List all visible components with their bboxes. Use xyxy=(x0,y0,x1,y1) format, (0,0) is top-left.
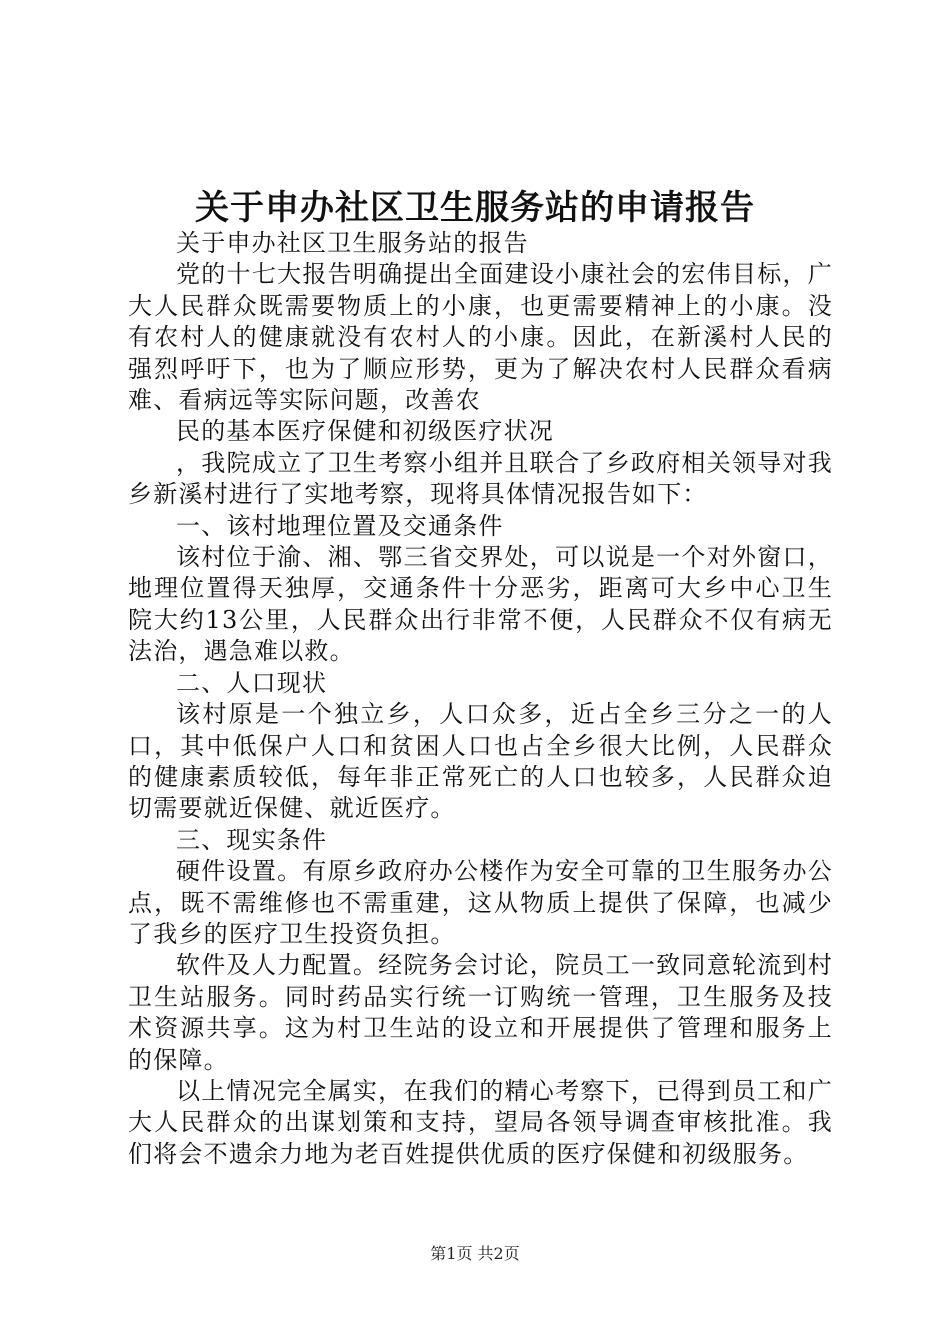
section-heading: 一、该村地理位置及交通条件 xyxy=(176,511,504,540)
paragraph: 以上情况完全属实，在我们的精心考察下，已得到员工和广大人民群众的出谋划策和支持，望局各领导调查审核批准。我们将会不遗余力地为老百姓提供优质的医疗保健和初级服务。 xyxy=(128,1076,833,1168)
paragraph: 硬件设置。有原乡政府办公楼作为安全可靠的卫生服务办公点，既不需维修也不需重建，这从物质上提供了保障，也减少了我乡的医疗卫生投资负担。 xyxy=(128,857,833,948)
document-title: 关于申办社区卫生服务站的申请报告 xyxy=(195,188,755,228)
paragraph: 民的基本医疗保健和初级医疗状况 xyxy=(176,417,554,446)
paragraph: 该村原是一个独立乡，人口众多，近占全乡三分之一的人口，其中低保户人口和贫困人口也占全乡很大比例，人民群众的健康素质较低，每年非正常死亡的人口也较多，人民群众迫切需要就近保健、就近医疗。 xyxy=(128,700,833,823)
page-number-footer: 第1页 共2页 xyxy=(430,1244,520,1263)
document-body xyxy=(128,228,833,1170)
paragraph: 党的十七大报告明确提出全面建设小康社会的宏伟目标，广大人民群众既需要物质上的小康，也更需要精神上的小康。没有农村人的健康就没有农村人的小康。因此，在新溪村人民的强烈呼吁下，也为了顺应形势，更为了解决农村人民群众看病难、看病远等实际问题，改善农 xyxy=(128,260,833,415)
paragraph: 软件及人力配置。经院务会讨论，院员工一致同意轮流到村卫生站服务。同时药品实行统一订购统一管理，卫生服务及技术资源共享。这为村卫生站的设立和开展提供了管理和服务上的保障。 xyxy=(128,951,833,1074)
paragraph: ，我院成立了卫生考察小组并且联合了乡政府相关领导对我乡新溪村进行了实地考察，现将具体情况报告如下： xyxy=(128,448,833,509)
section-heading: 三、现实条件 xyxy=(176,825,328,854)
report-subtitle: 关于申办社区卫生服务站的报告 xyxy=(176,229,529,257)
section-heading: 二、人口现状 xyxy=(176,668,328,697)
paragraph: 该村位于渝、湘、鄂三省交界处，可以说是一个对外窗口，地理位置得天独厚，交通条件十分恶劣，距离可大乡中心卫生院大约13公里，人民群众出行非常不便，人民群众不仅有病无法治，遇急难以救。 xyxy=(128,543,833,666)
